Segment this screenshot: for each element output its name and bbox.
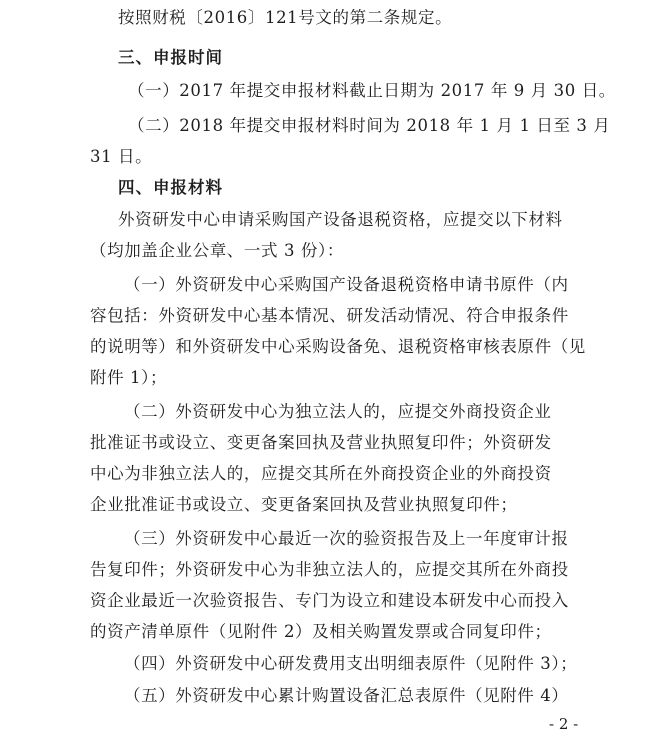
text-line-14: 批准证书或设立、变更备案回执及营业执照复印件；外资研发	[90, 433, 552, 452]
text-line-10: 容包括：外资研发中心基本情况、研发活动情况、符合申报条件	[90, 306, 569, 325]
text-line-15: 中心为非独立法人的，应提交其所在外商投资企业的外商投资	[90, 464, 552, 483]
text-line-20: 的资产清单原件（见附件 2）及相关购置发票或合同复印件；	[90, 622, 552, 641]
text-line-19: 资企业最近一次验资报告、专门为设立和建设本研发中心而投入	[90, 591, 569, 610]
text-line-8: （均加盖企业公章、一式 3 份）：	[90, 241, 344, 260]
section-heading-schedule: 三、申报时间	[118, 48, 223, 67]
text-line-12: 附件 1）；	[90, 368, 168, 387]
text-line-3: （一）2017 年提交申报材料截止日期为 2017 年 9 月 30 日。	[128, 81, 616, 100]
text-line-7: 外资研发中心申请采购国产设备退税资格，应提交以下材料	[118, 210, 563, 229]
section-heading-materials: 四、申报材料	[118, 178, 223, 197]
text-line-18: 告复印件；外资研发中心为非独立法人的，应提交其所在外商投	[90, 560, 569, 579]
text-line-17: （三）外资研发中心最近一次的验资报告及上一年度审计报	[124, 529, 569, 548]
text-line-22: （五）外资研发中心累计购置设备汇总表原件（见附件 4）	[124, 686, 569, 705]
text-line-21: （四）外资研发中心研发费用支出明细表原件（见附件 3）；	[124, 654, 578, 673]
page-number: - 2 -	[549, 715, 579, 733]
text-line-16: 企业批准证书或设立、变更备案回执及营业执照复印件；	[90, 495, 518, 514]
text-line-11: 的说明等）和外资研发中心采购设备免、退税资格审核表原件（见	[90, 337, 586, 356]
text-line-13: （二）外资研发中心为独立法人的，应提交外商投资企业	[124, 402, 552, 421]
text-line-1: 按照财税〔2016〕121号文的第二条规定。	[118, 8, 453, 27]
text-line-5: 31 日。	[90, 147, 153, 166]
text-line-9: （一）外资研发中心采购国产设备退税资格申请书原件（内	[124, 275, 569, 294]
text-line-4: （二）2018 年提交申报材料时间为 2018 年 1 月 1 日至 3 月	[128, 116, 611, 135]
